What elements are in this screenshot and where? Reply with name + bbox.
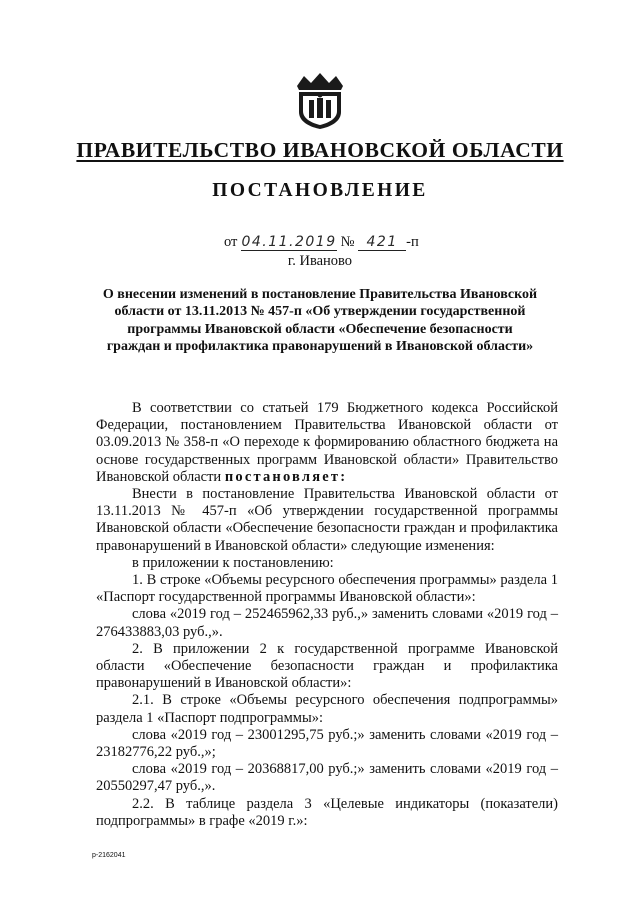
date-prefix: от: [224, 234, 238, 250]
document-body: [96, 400, 558, 830]
paragraph: [96, 400, 558, 486]
coat-of-arms-icon: [294, 70, 346, 130]
number-sign: №: [340, 234, 355, 250]
paragraph: Внести в постановление Правительства Ивановской области от 13.11.2013 № 457-п «Об утверждении государственной программы Ивановской области «Обеспечение безопасности граждан и профилактика правонарушений в Ивановской области» следующие изменения:: [96, 486, 558, 554]
city-line: г. Иваново: [287, 253, 353, 269]
paragraph: 1. В строке «Объемы ресурсного обеспечения программы» раздела 1 «Паспорт государственной программы Ивановской области»:: [96, 572, 558, 606]
document-type: ПОСТАНОВЛЕНИЕ: [212, 180, 428, 201]
document-subject: О внесении изменений в постановление Правительства Ивановской области от 13.11.2013 № 457-п «Об утверждении государственной программы Ивановской области «Обеспечение безопасности граждан и профилактика правонарушений в Ивановской области»: [102, 287, 538, 355]
paragraph: 2.2. В таблице раздела 3 «Целевые индикаторы (показатели) подпрограммы» в графе «2019 г.»:: [96, 795, 558, 829]
paragraph: слова «2019 год – 20368817,00 руб.;» заменить словами «2019 год – 20550297,47 руб.,».: [96, 761, 558, 795]
government-title: ПРАВИТЕЛЬСТВО ИВАНОВСКОЙ ОБЛАСТИ: [76, 138, 564, 162]
paragraph: слова «2019 год – 23001295,75 руб.;» заменить словами «2019 год – 23182776,22 руб.,»;: [96, 726, 558, 761]
paragraph: 2.1. В строке «Объемы ресурсного обеспечения подпрограммы» раздела 1 «Паспорт подпрограммы»:: [96, 692, 558, 726]
document-code: р-2162041: [92, 852, 126, 859]
handwritten-number: 421: [358, 234, 406, 251]
decree-word: постановляет:: [224, 468, 348, 485]
paragraph-text: В соответствии со статьей 179 Бюджетного кодекса Российской Федерации, постановлением Правительства Ивановской области от 03.09.2013 № 358-п «О переходе к формированию областного бюджета на основе государственных программ Ивановской области» Правительство Ивановской области: [96, 400, 558, 485]
paragraph: в приложении к постановлению:: [132, 554, 334, 571]
date-number-line: [224, 234, 419, 251]
number-suffix: -п: [406, 234, 419, 250]
handwritten-date: 04.11.2019: [241, 234, 337, 250]
paragraph: слова «2019 год – 252465962,33 руб.,» заменить словами «2019 год – 276433883,03 руб.,».: [96, 606, 558, 640]
paragraph: 2. В приложении 2 к государственной программе Ивановской области «Обеспечение безопасности граждан и профилактика правонарушений в Ивановской области»:: [96, 640, 558, 692]
